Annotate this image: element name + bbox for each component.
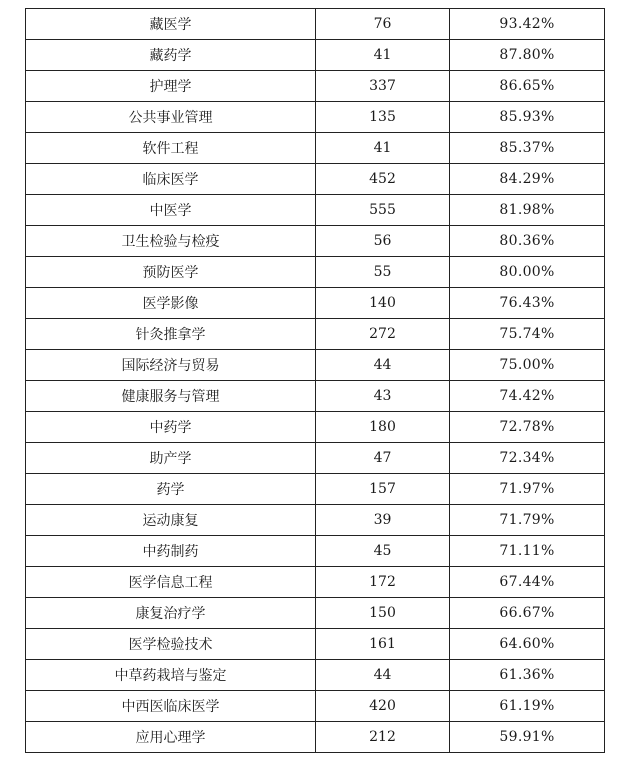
rate-cell: 74.42% xyxy=(450,381,605,412)
rate-cell: 64.60% xyxy=(450,629,605,660)
major-cell: 中药制药 xyxy=(26,536,316,567)
table-row xyxy=(26,102,605,133)
count-cell: 41 xyxy=(316,133,450,164)
major-cell: 公共事业管理 xyxy=(26,102,316,133)
rate-cell: 71.11% xyxy=(450,536,605,567)
major-cell: 医学信息工程 xyxy=(26,567,316,598)
rate-cell: 86.65% xyxy=(450,71,605,102)
rate-cell: 72.34% xyxy=(450,443,605,474)
rate-cell: 93.42% xyxy=(450,9,605,40)
table-row xyxy=(26,319,605,350)
rate-cell: 61.36% xyxy=(450,660,605,691)
major-cell: 医学影像 xyxy=(26,288,316,319)
major-cell: 中药学 xyxy=(26,412,316,443)
count-cell: 135 xyxy=(316,102,450,133)
rate-cell: 72.78% xyxy=(450,412,605,443)
rate-cell: 81.98% xyxy=(450,195,605,226)
rate-cell: 84.29% xyxy=(450,164,605,195)
rate-cell: 61.19% xyxy=(450,691,605,722)
major-cell: 中西医临床医学 xyxy=(26,691,316,722)
major-cell: 中医学 xyxy=(26,195,316,226)
table-row xyxy=(26,474,605,505)
major-cell: 国际经济与贸易 xyxy=(26,350,316,381)
table-row xyxy=(26,71,605,102)
rate-cell: 76.43% xyxy=(450,288,605,319)
count-cell: 76 xyxy=(316,9,450,40)
count-cell: 180 xyxy=(316,412,450,443)
count-cell: 39 xyxy=(316,505,450,536)
count-cell: 47 xyxy=(316,443,450,474)
count-cell: 161 xyxy=(316,629,450,660)
table-row xyxy=(26,40,605,71)
count-cell: 44 xyxy=(316,660,450,691)
count-cell: 41 xyxy=(316,40,450,71)
major-cell: 针灸推拿学 xyxy=(26,319,316,350)
count-cell: 272 xyxy=(316,319,450,350)
table-row xyxy=(26,381,605,412)
major-stats-table xyxy=(25,8,605,753)
major-cell: 藏药学 xyxy=(26,40,316,71)
count-cell: 337 xyxy=(316,71,450,102)
table-row xyxy=(26,505,605,536)
count-cell: 555 xyxy=(316,195,450,226)
rate-cell: 75.74% xyxy=(450,319,605,350)
rate-cell: 80.00% xyxy=(450,257,605,288)
rate-cell: 71.97% xyxy=(450,474,605,505)
count-cell: 140 xyxy=(316,288,450,319)
major-cell: 护理学 xyxy=(26,71,316,102)
major-cell: 助产学 xyxy=(26,443,316,474)
major-cell: 应用心理学 xyxy=(26,722,316,753)
count-cell: 452 xyxy=(316,164,450,195)
table-row xyxy=(26,567,605,598)
rate-cell: 67.44% xyxy=(450,567,605,598)
count-cell: 420 xyxy=(316,691,450,722)
count-cell: 44 xyxy=(316,350,450,381)
table-row xyxy=(26,536,605,567)
table-row xyxy=(26,412,605,443)
table-row xyxy=(26,226,605,257)
major-cell: 药学 xyxy=(26,474,316,505)
major-cell: 预防医学 xyxy=(26,257,316,288)
table-row xyxy=(26,288,605,319)
count-cell: 157 xyxy=(316,474,450,505)
table-body xyxy=(26,9,605,753)
rate-cell: 71.79% xyxy=(450,505,605,536)
table-row xyxy=(26,722,605,753)
table-row xyxy=(26,598,605,629)
rate-cell: 87.80% xyxy=(450,40,605,71)
count-cell: 212 xyxy=(316,722,450,753)
table-row xyxy=(26,164,605,195)
count-cell: 172 xyxy=(316,567,450,598)
rate-cell: 66.67% xyxy=(450,598,605,629)
table-row xyxy=(26,443,605,474)
table-row xyxy=(26,9,605,40)
major-cell: 医学检验技术 xyxy=(26,629,316,660)
major-cell: 软件工程 xyxy=(26,133,316,164)
table-row xyxy=(26,350,605,381)
major-cell: 康复治疗学 xyxy=(26,598,316,629)
rate-cell: 80.36% xyxy=(450,226,605,257)
table-row xyxy=(26,660,605,691)
table-row xyxy=(26,133,605,164)
count-cell: 55 xyxy=(316,257,450,288)
major-cell: 临床医学 xyxy=(26,164,316,195)
count-cell: 56 xyxy=(316,226,450,257)
rate-cell: 59.91% xyxy=(450,722,605,753)
count-cell: 43 xyxy=(316,381,450,412)
count-cell: 150 xyxy=(316,598,450,629)
rate-cell: 85.93% xyxy=(450,102,605,133)
count-cell: 45 xyxy=(316,536,450,567)
table-row xyxy=(26,195,605,226)
major-cell: 卫生检验与检疫 xyxy=(26,226,316,257)
major-cell: 中草药栽培与鉴定 xyxy=(26,660,316,691)
major-cell: 藏医学 xyxy=(26,9,316,40)
major-cell: 运动康复 xyxy=(26,505,316,536)
table-row xyxy=(26,691,605,722)
table-row xyxy=(26,629,605,660)
major-cell: 健康服务与管理 xyxy=(26,381,316,412)
rate-cell: 85.37% xyxy=(450,133,605,164)
table-row xyxy=(26,257,605,288)
rate-cell: 75.00% xyxy=(450,350,605,381)
